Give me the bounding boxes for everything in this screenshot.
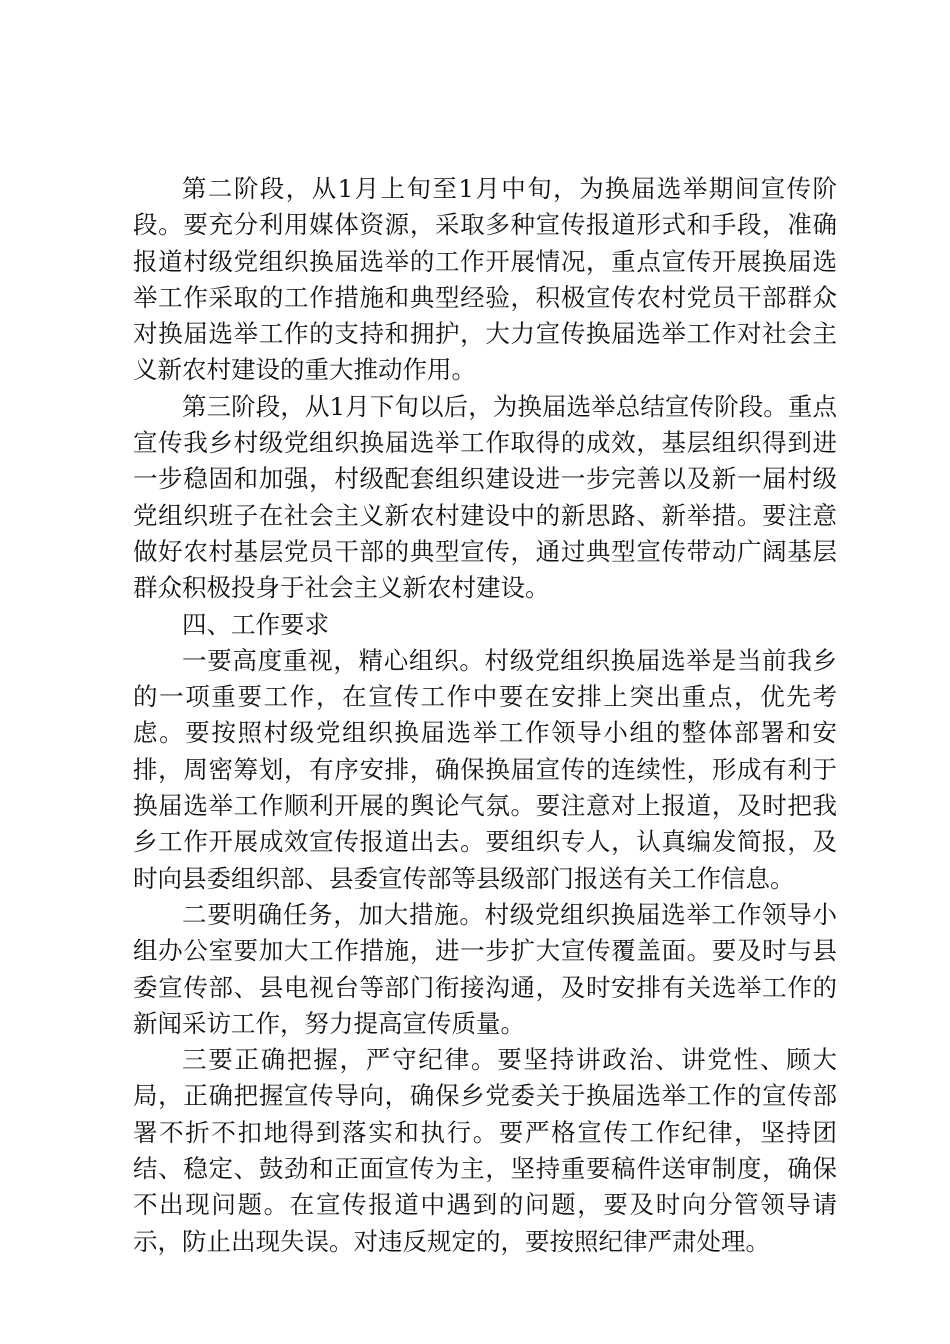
- document-body: [133, 171, 837, 1260]
- paragraph-stage-two: 第二阶段，从1月上旬至1月中旬，为换届选举期间宣传阶段。要充分利用媒体资源，采取多种宣传报道形式和手段，准确报道村级党组织换届选举的工作开展情况，重点宣传开展换届选举工作采取的工作措施和典型经验，积极宣传农村党员干部群众对换届选举工作的支持和拥护，大力宣传换届选举工作对社会主义新农村建设的重大推动作用。: [133, 174, 837, 385]
- section-heading-work-requirements: 四、工作要求: [182, 609, 329, 639]
- paragraph-requirement-two: 二要明确任务，加大措施。村级党组织换届选举工作领导小组办公室要加大工作措施，进一步扩大宣传覆盖面。要及时与县委宣传部、县电视台等部门衔接沟通，及时安排有关选举工作的新闻采访工作，努力提高宣传质量。: [133, 899, 837, 1038]
- paragraph-requirement-one: 一要高度重视，精心组织。村级党组织换届选举是当前我乡的一项重要工作，在宣传工作中要在安排上突出重点，优先考虑。要按照村级党组织换届选举工作领导小组的整体部署和安排，周密筹划，有序安排，确保换届宣传的连续性，形成有利于换届选举工作顺利开展的舆论气氛。要注意对上报道，及时把我乡工作开展成效宣传报道出去。要组织专人，认真编发简报，及时向县委组织部、县委宣传部等县级部门报送有关工作信息。: [133, 645, 837, 893]
- paragraph-requirement-three: 三要正确把握，严守纪律。要坚持讲政治、讲党性、顾大局，正确把握宣传导向，确保乡党委关于换届选举工作的宣传部署不折不扣地得到落实和执行。要严格宣传工作纪律，坚持团结、稳定、鼓劲和正面宣传为主，坚持重要稿件送审制度，确保不出现问题。在宣传报道中遇到的问题，要及时向分管领导请示，防止出现失误。对违反规定的，要按照纪律严肃处理。: [133, 1045, 837, 1256]
- paragraph-stage-three: 第三阶段，从1月下旬以后，为换届选举总结宣传阶段。重点宣传我乡村级党组织换届选举工作取得的成效，基层组织得到进一步稳固和加强，村级配套组织建设进一步完善以及新一届村级党组织班子在社会主义新农村建设中的新思路、新举措。要注意做好农村基层党员干部的典型宣传，通过典型宣传带动广阔基层群众积极投身于社会主义新农村建设。: [133, 391, 837, 603]
